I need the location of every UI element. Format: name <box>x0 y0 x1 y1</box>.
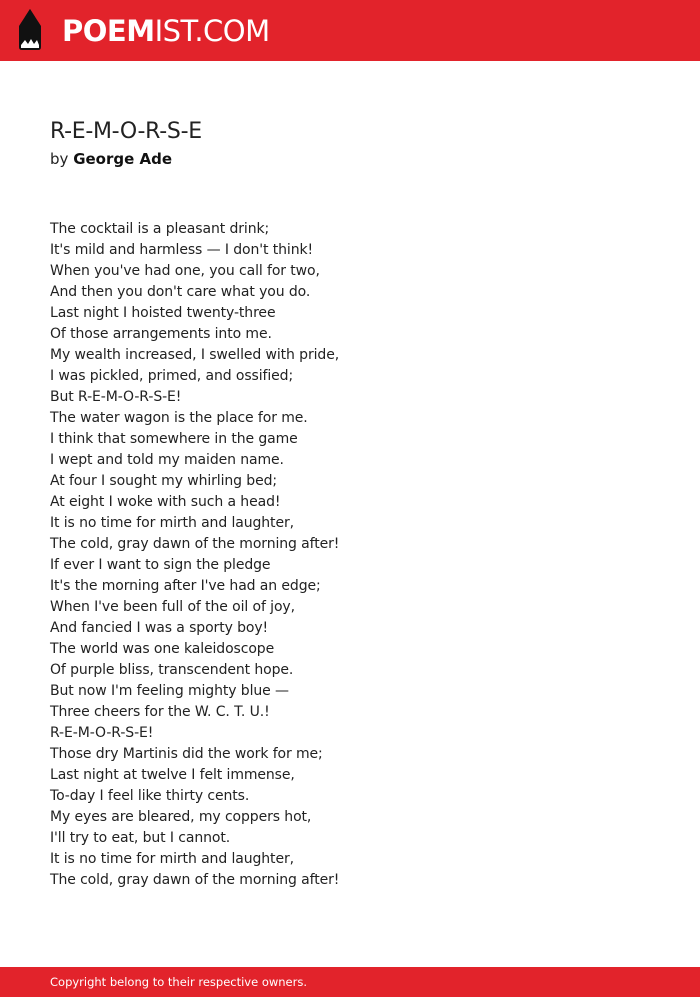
footer-bar <box>0 967 700 997</box>
byline <box>50 149 172 169</box>
poem-line: It is no time for mirth and laughter, <box>50 515 294 531</box>
poem-line: I'll try to eat, but I cannot. <box>50 830 231 846</box>
poem-line: When you've had one, you call for two, <box>50 263 320 279</box>
poem-line: The cold, gray dawn of the morning after! <box>50 872 340 888</box>
poem-line: And fancied I was a sporty boy! <box>50 620 269 636</box>
poem-line: To-day I feel like thirty cents. <box>50 788 250 804</box>
poem-line: The cold, gray dawn of the morning after! <box>50 536 340 552</box>
copyright-text: Copyright belong to their respective owners. <box>50 975 308 989</box>
site-logo[interactable] <box>62 14 270 48</box>
poem-line: Last night at twelve I felt immense, <box>50 767 295 783</box>
poem-line: It's the morning after I've had an edge; <box>50 578 321 594</box>
logo-text-light: IST.COM <box>154 14 270 48</box>
poem-line: At eight I woke with such a head! <box>50 494 281 510</box>
poem-line: The world was one kaleidoscope <box>50 641 275 657</box>
by-label: by <box>50 150 69 168</box>
poem-line: The cocktail is a pleasant drink; <box>50 221 270 237</box>
poem-line: Of those arrangements into me. <box>50 326 272 342</box>
poem-line: My eyes are bleared, my coppers hot, <box>50 809 312 825</box>
logo-text-bold: POEM <box>62 14 155 48</box>
poem-line: But R-E-M-O-R-S-E! <box>50 389 182 405</box>
poem-line: I was pickled, primed, and ossified; <box>50 368 294 384</box>
pencil-tip-icon <box>18 9 42 51</box>
poem-line: My wealth increased, I swelled with pride, <box>50 347 340 363</box>
poem-line: Last night I hoisted twenty-three <box>50 305 276 321</box>
poem-line: Those dry Martinis did the work for me; <box>50 746 323 762</box>
poem-line: At four I sought my whirling bed; <box>50 473 277 489</box>
poem-line: It is no time for mirth and laughter, <box>50 851 294 867</box>
poem-line: Of purple bliss, transcendent hope. <box>50 662 294 678</box>
poem-line: Three cheers for the W. C. T. U.! <box>50 704 270 720</box>
poem-line: R-E-M-O-R-S-E! <box>50 725 154 741</box>
author-name: George Ade <box>73 150 173 168</box>
poem-line: And then you don't care what you do. <box>50 284 311 300</box>
poem-line: I wept and told my maiden name. <box>50 452 284 468</box>
poem-title: R-E-M-O-R-S-E <box>50 119 202 144</box>
poem-line: I think that somewhere in the game <box>50 431 298 447</box>
poem-line: The water wagon is the place for me. <box>50 410 308 426</box>
poem-body <box>50 219 650 891</box>
poem-line: But now I'm feeling mighty blue — <box>50 683 289 699</box>
poem-line: When I've been full of the oil of joy, <box>50 599 295 615</box>
poem-line: It's mild and harmless — I don't think! <box>50 242 313 258</box>
poem-line: If ever I want to sign the pledge <box>50 557 271 573</box>
header-bar <box>0 0 700 61</box>
